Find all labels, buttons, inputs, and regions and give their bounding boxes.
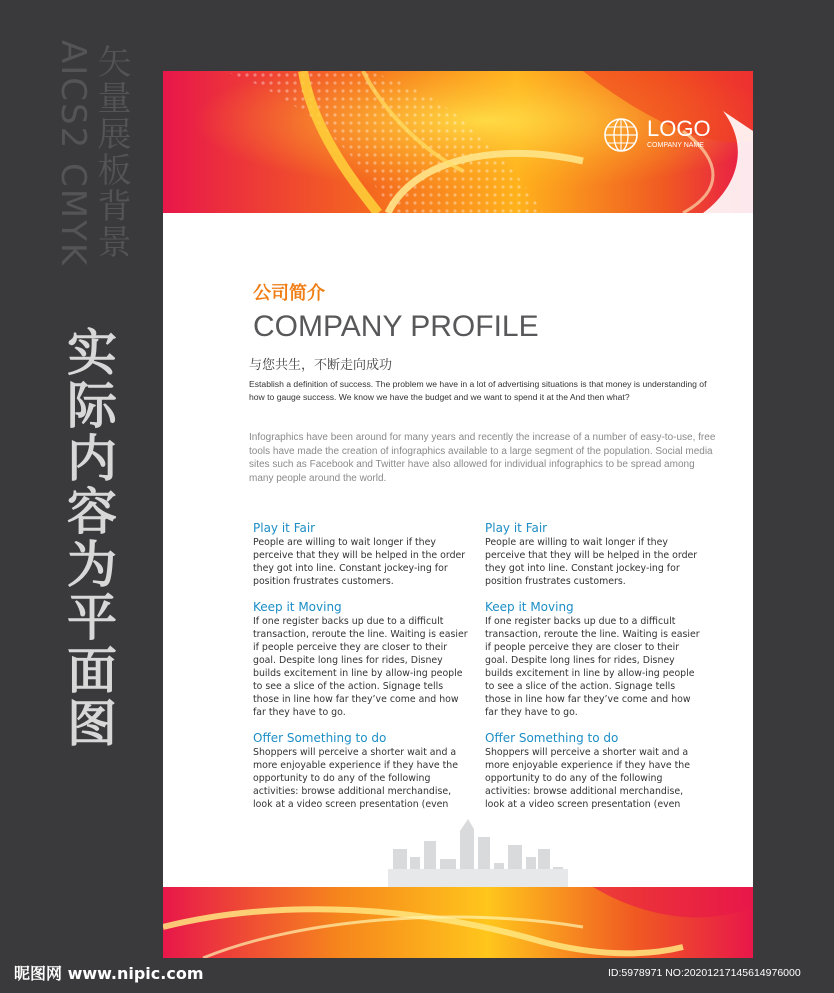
section-play-it-fair [253, 521, 469, 588]
section-body: People are willing to wait longer if they perceive that they will be helped in the order they got into line. Constant jockey-ing for position frustrates customers. [485, 537, 698, 587]
section-heading: Offer Something to do [485, 731, 619, 745]
logo [603, 117, 733, 157]
watermark-brand: 昵图网 www.nipic.com [14, 964, 204, 983]
footer-banner [163, 887, 753, 958]
section-heading: Play it Fair [485, 521, 548, 535]
globe-icon [603, 117, 639, 153]
page-title: COMPANY PROFILE [253, 310, 539, 343]
title-cn: 公司简介 [253, 283, 325, 304]
section-heading: Keep it Moving [485, 600, 574, 614]
section-heading: Play it Fair [253, 521, 316, 535]
section-heading: Offer Something to do [253, 731, 387, 745]
section-body: Shoppers will perceive a shorter wait and a more enjoyable experience if they have the opportunity to do any of the following activities: browse additional merchandise, look at a video screen presentation (even [485, 747, 691, 810]
watermark-id: ID:5978971 NO:20201217145614976000 [608, 967, 801, 979]
intro-paragraph-secondary: Infographics have been around for many years and recently the increase of a number of easy-to-use, free tools have made the creation of infographics available to a large segment of the population. Social media sites such as Facebook and Twitter have also allowed for individual infographics to be spread among many people around the world. [249, 432, 716, 484]
section-offer-something [485, 731, 701, 811]
section-play-it-fair [485, 521, 701, 588]
city-skyline-graphic [388, 819, 568, 889]
section-keep-it-moving [253, 600, 469, 719]
intro-paragraph: Establish a definition of success. The problem we have in a lot of advertising situations is that money is understanding of how to gauge success. We know we have the budget and we want to spend it at the And then what? [249, 379, 707, 402]
company-name: COMPANY NAME [647, 142, 704, 149]
section-body: Shoppers will perceive a shorter wait and a more enjoyable experience if they have the opportunity to do any of the following activities: browse additional merchandise, look at a video screen presentation (even [253, 747, 459, 810]
section-offer-something [253, 731, 469, 811]
section-heading: Keep it Moving [253, 600, 342, 614]
section-body: If one register backs up due to a difficult transaction, reroute the line. Waiting is easier if people perceive they are closer to their goal. Despite long lines for rides, Disney builds excitement in line by allow-ing people to see a slice of the action. Signage tells those in line how far they’ve come and how far they have to go. [253, 616, 468, 718]
section-keep-it-moving [485, 600, 701, 719]
logo-text: LOGO [647, 116, 711, 141]
format-label: AICS2 CMYK [53, 40, 93, 268]
content-note: 实际内容为平面图 [59, 326, 117, 750]
section-body: If one register backs up due to a difficult transaction, reroute the line. Waiting is easier if people perceive they are closer to their goal. Despite long lines for rides, Disney builds excitement in line by allow-ing people to see a slice of the action. Signage tells those in line how far they’ve come and how far they have to go. [485, 616, 700, 718]
poster [163, 71, 753, 958]
section-body: People are willing to wait longer if they perceive that they will be helped in the order they got into line. Constant jockey-ing for position frustrates customers. [253, 537, 466, 587]
format-label-cn: 矢量展板背景 [91, 44, 131, 260]
slogan: 与您共生，不断走向成功 [249, 358, 393, 373]
